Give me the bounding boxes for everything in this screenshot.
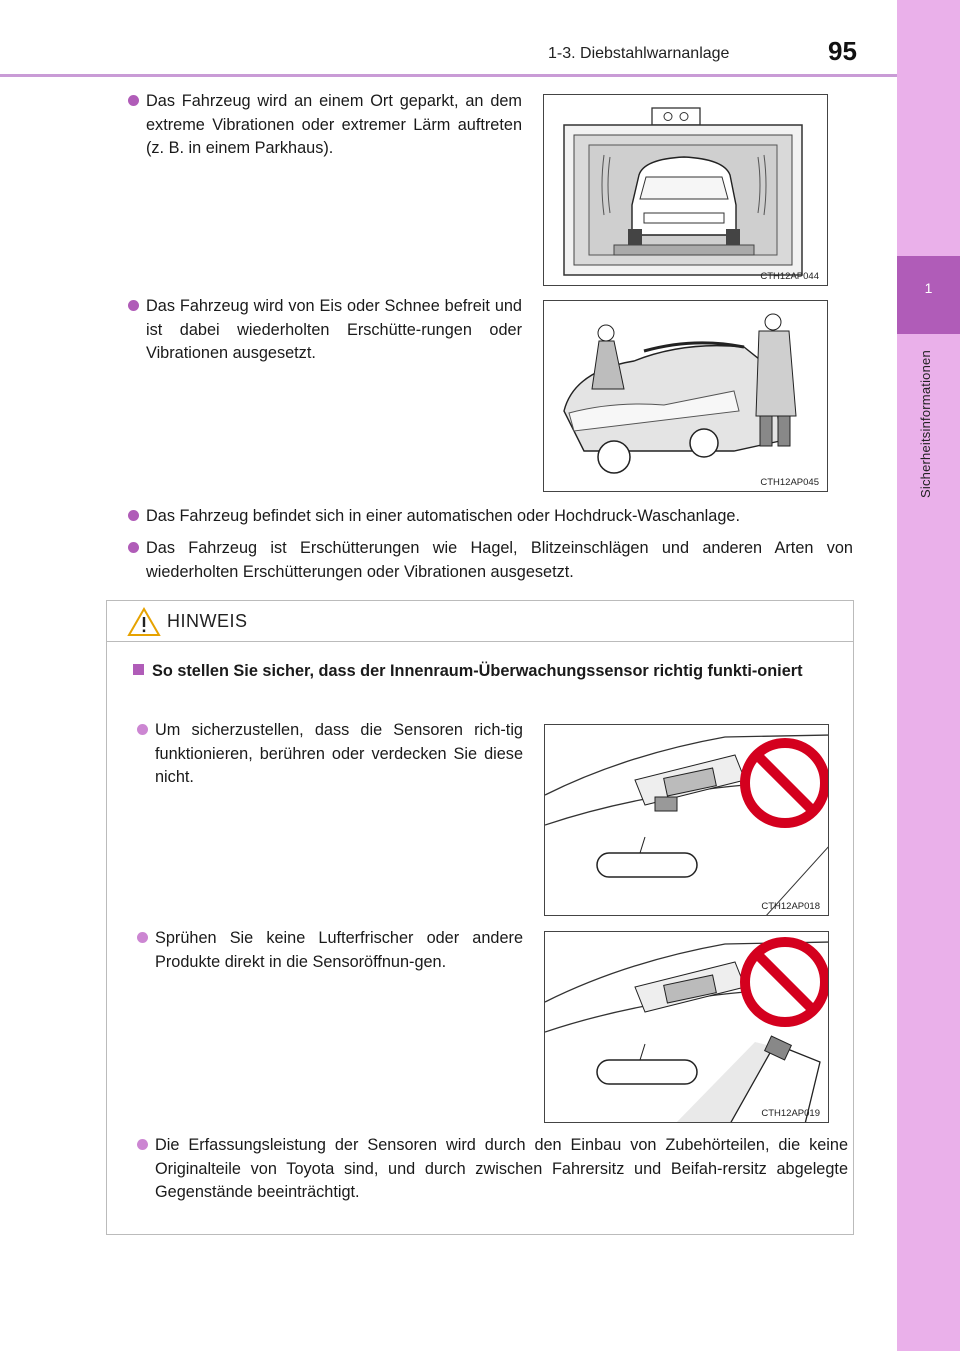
chapter-number: 1 xyxy=(924,280,933,296)
chapter-title: Sicherheitsinformationen xyxy=(918,350,933,498)
bullet-dot-icon xyxy=(137,724,148,735)
bullet-text: Das Fahrzeug wird von Eis oder Schnee befreit und ist dabei wiederholten Erschütte-rungen oder Vibrationen ausgesetzt. xyxy=(146,297,522,362)
notice-item xyxy=(155,927,523,974)
figure-car-garage xyxy=(543,94,828,286)
sensor-spray-illustration xyxy=(545,932,829,1123)
figure-sensor-spray xyxy=(544,931,829,1123)
bullet-dot-icon xyxy=(128,300,139,311)
bullet-dot-icon xyxy=(128,95,139,106)
header-rule xyxy=(0,74,897,77)
bullet-item xyxy=(146,505,853,529)
chapter-sidebar xyxy=(897,0,960,1351)
bullet-dot-icon xyxy=(137,932,148,943)
bullet-item xyxy=(146,537,853,584)
notice-box xyxy=(106,600,854,1235)
bullet-dot-icon xyxy=(128,510,139,521)
car-garage-illustration xyxy=(544,95,828,286)
figure-code: CTH12AP044 xyxy=(760,271,819,282)
notice-divider xyxy=(107,641,853,642)
bullet-text: Das Fahrzeug befindet sich in einer automatischen oder Hochdruck-Waschanlage. xyxy=(146,507,740,525)
square-bullet-icon xyxy=(133,664,144,675)
notice-item-text: Um sicherzustellen, dass die Sensoren rich-tig funktionieren, berühren oder verdecken Sie diese nicht. xyxy=(155,721,523,786)
figure-sensor-touch xyxy=(544,724,829,916)
figure-code: CTH12AP019 xyxy=(761,1108,820,1119)
notice-title: HINWEIS xyxy=(167,611,248,631)
figure-code: CTH12AP045 xyxy=(760,477,819,488)
snow-removal-illustration xyxy=(544,301,828,492)
bullet-text: Das Fahrzeug ist Erschütterungen wie Hagel, Blitzeinschlägen und anderen Arten von wiederholten Erschütterungen oder Vibrationen ausgesetzt. xyxy=(146,539,853,581)
figure-snow-removal xyxy=(543,300,828,492)
notice-item xyxy=(155,719,523,790)
bullet-item xyxy=(146,295,522,366)
notice-item xyxy=(155,1134,848,1205)
notice-item-text: Die Erfassungsleistung der Sensoren wird durch den Einbau von Zubehörteilen, die keine Originalteile von Toyota sind, und durch zwischen Fahrersitz und Beifah-rersitz abgelegte Gegenstände beeinträchtigt. xyxy=(155,1136,848,1201)
bullet-item xyxy=(146,90,522,161)
notice-heading xyxy=(133,659,848,683)
bullet-text: Das Fahrzeug wird an einem Ort geparkt, an dem extreme Vibrationen oder extremer Lärm auftreten (z. B. in einem Parkhaus). xyxy=(146,92,522,157)
section-title: 1-3. Diebstahlwarnanlage xyxy=(548,45,730,62)
sensor-touch-illustration xyxy=(545,725,829,916)
bullet-dot-icon xyxy=(128,542,139,553)
warning-triangle-icon xyxy=(127,607,161,637)
notice-heading-text: So stellen Sie sicher, dass der Innenraum-Überwachungssensor richtig funkti-oniert xyxy=(152,662,803,680)
notice-item-text: Sprühen Sie keine Lufterfrischer oder andere Produkte direkt in die Sensoröffnun-gen. xyxy=(155,929,523,971)
page-number: 95 xyxy=(828,36,857,66)
bullet-dot-icon xyxy=(137,1139,148,1150)
figure-code: CTH12AP018 xyxy=(761,901,820,912)
